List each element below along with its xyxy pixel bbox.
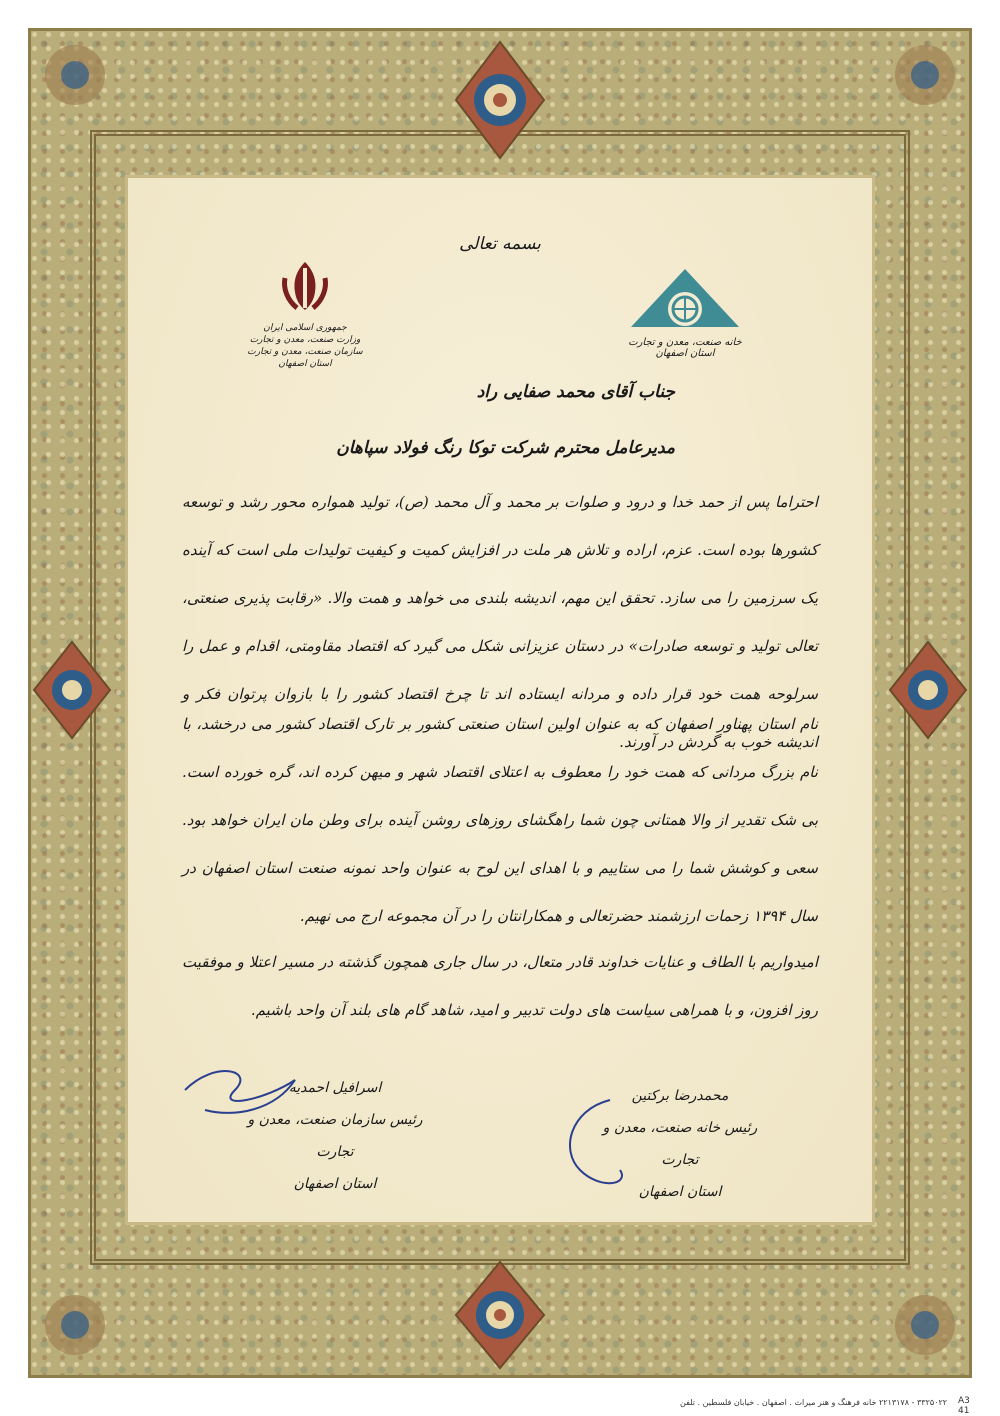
iran-emblem-block [240,258,370,370]
signature-right-place: استان اصفهان [638,1184,722,1200]
signature-scribble-left [175,1060,315,1120]
body-paragraph-1: احتراما پس از حمد خدا و درود و صلوات بر محمد و آل محمد (ص)، تولید همواره محور رشد و توسعه کشورها بوده است. عزم، اراده و تلاش هر ملت در افزایش کمیت و کیفیت تولیدات ملی است که آینده یک سرزمین را می سازد. تحقق این مهم، اندیشه بلندی می خواهد و همت والا. «رقابت پذیری صنعتی، تعالی تولید و توسعه صادرات» در دستان عزیزانی شکل می گیرد که اقتصاد مقاومتی، اقدام و عمل را سرلوحه همت خود قرار داده و مردانه ایستاده اند تا چرخ اقتصاد کشور را با بازوان پرتوان فکر و اندیشه خوب به گردش در آورند. [182,493,818,751]
signature-scribble-right [550,1090,640,1200]
footer-size-code [958,1396,970,1416]
signature-block-left [245,1060,425,1200]
emblem-line-3: سازمان صنعت، معدن و تجارت استان اصفهان [247,347,363,369]
left-medallion [32,640,112,740]
page-code: 41 [958,1406,970,1416]
size-code: A3 [958,1396,970,1406]
addressee-title: مدیرعامل محترم شرکت توکا رنگ فولاد سپاهان [336,438,675,458]
corner-ornament-top-right [890,40,960,110]
body-paragraph-3: امیدواریم با الطاف و عنایات خداوند قادر متعال، در سال جاری همچون گذشته در مسیر اعتلا و موفقیت روز افزون، و با همراهی سیاست های دولت تدبیر و امید، شاهد گام های بلند آن واحد باشیم. [182,953,818,1019]
bottom-medallion [452,1260,548,1370]
corner-ornament-top-left [40,40,110,110]
emblem-line-1: جمهوری اسلامی ایران [263,323,347,333]
iran-emblem-icon [275,258,335,314]
signature-left-place: استان اصفهان [293,1176,377,1192]
right-medallion [888,640,968,740]
addressee-name: جناب آقای محمد صفایی راد [476,382,675,402]
industry-house-logo [620,265,750,359]
corner-ornament-bottom-left [40,1290,110,1360]
basmala: بسمه تعالی [459,234,541,254]
body-paragraph-2: نام استان پهناور اصفهان که به عنوان اولین استان صنعتی کشور بر تارک اقتصاد کشور می درخشد، با نام بزرگ مردانی که همت خود را معطوف به اعتلای اقتصاد شهر و میهن کرده اند، گره خورده است. بی شک تقدیر از والا همتانی چون شما راهگشای روزهای روشن آینده برای وطن مان ایران خواهد بود. سعی و کوشش شما را می ستاییم و با اهدای این لوح به عنوان واحد نمونه صنعت استان اصفهان در سال ۱۳۹۴ زحمات ارزشمند حضرتعالی و همکارانتان را در آن مجموعه ارج می نهیم. [182,715,818,925]
corner-ornament-bottom-right [890,1290,960,1360]
signature-left-name: اسرافیل احمدیه [288,1080,382,1096]
signature-right-name: محمدرضا برکتین [631,1088,729,1104]
logo-caption: خانه صنعت، معدن و تجارت استان اصفهان [628,337,742,359]
industry-house-logo-icon [625,265,745,331]
emblem-line-2: وزارت صنعت، معدن و تجارت [249,335,361,345]
signature-block-right [590,1080,770,1208]
signature-right-title: رئیس خانه صنعت، معدن و تجارت [602,1120,758,1168]
top-medallion [452,40,548,160]
footer-print-info: ۳۳۲۵۰۲۲ - ۲۲۱۳۱۷۸ خانه فرهنگ و هنر میراث . اصفهان . خیابان فلسطین . تلفن [680,1398,948,1407]
signature-left-title: رئیس سازمان صنعت، معدن و تجارت [247,1112,423,1160]
